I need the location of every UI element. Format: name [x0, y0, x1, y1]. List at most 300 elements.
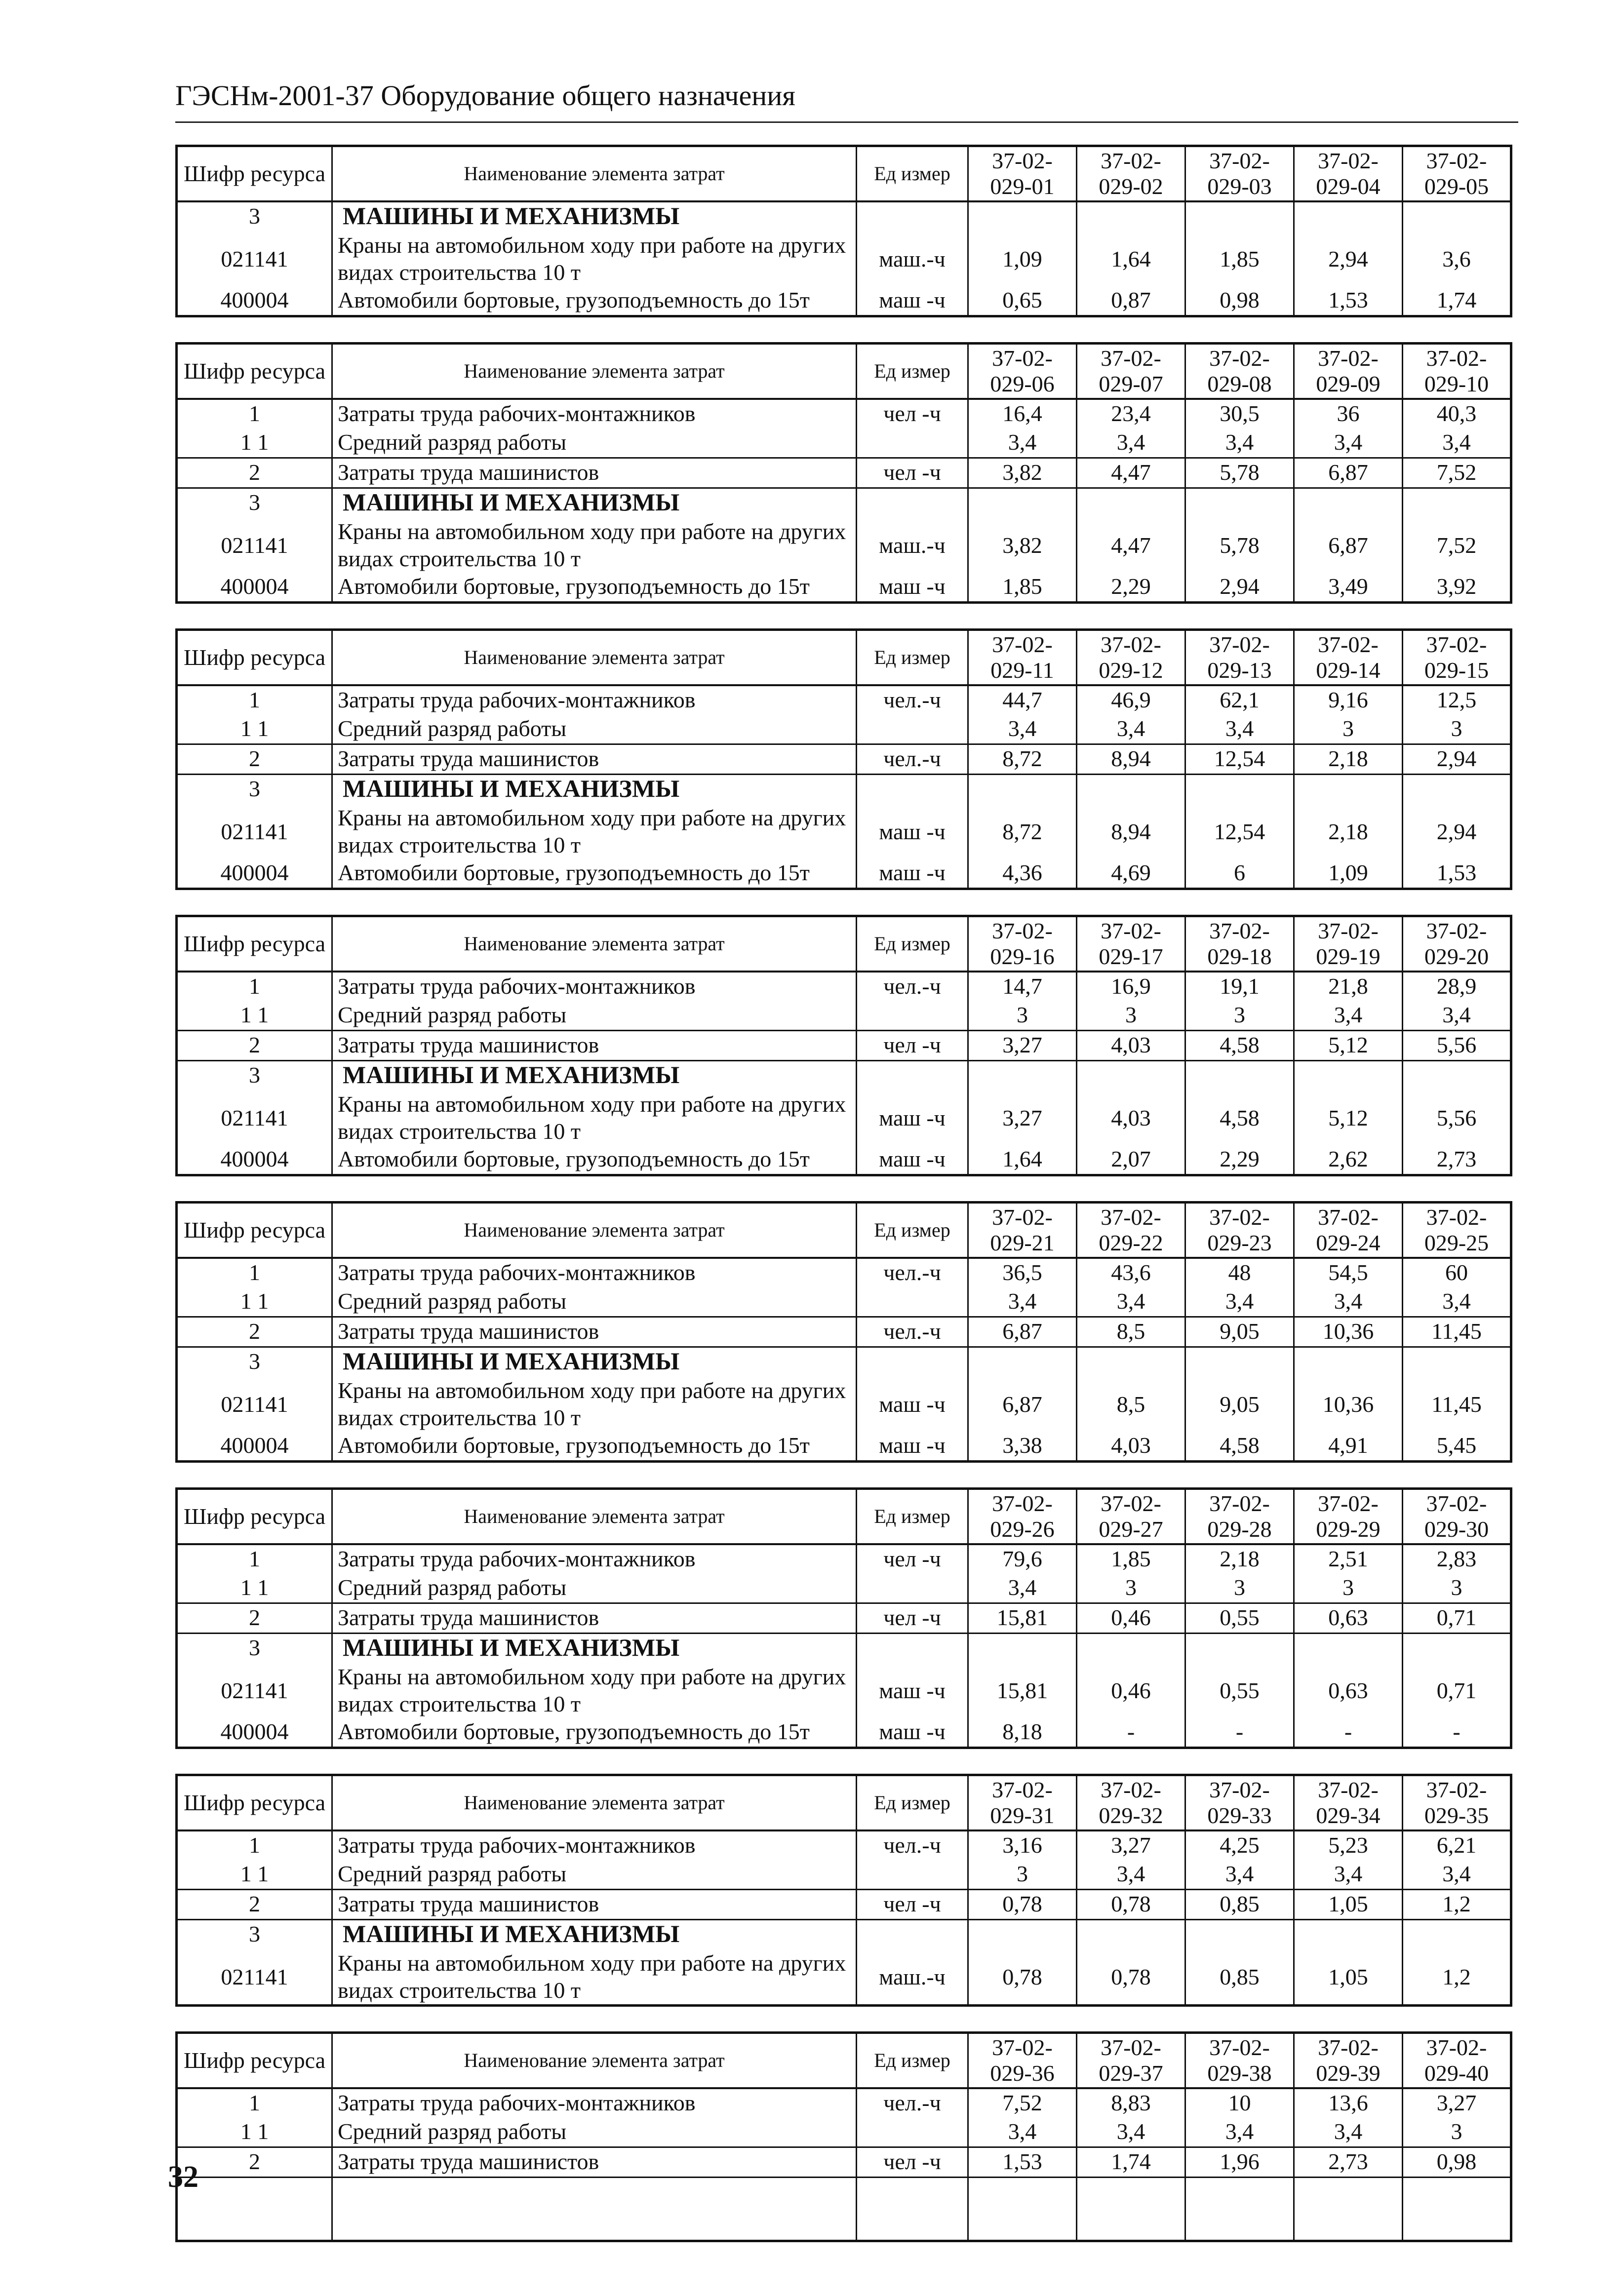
table-row — [177, 2147, 1511, 2178]
norm-value: 1,09 — [968, 231, 1077, 286]
norm-value — [1185, 1347, 1294, 1377]
table-row — [177, 517, 1511, 573]
header-norm-code: 37-02- 029-13 — [1185, 630, 1294, 686]
resource-code: 1 1 — [177, 1860, 332, 1890]
norm-value: 3 — [1294, 1574, 1403, 1603]
empty-cell — [968, 2178, 1077, 2241]
norm-value: 3,4 — [1077, 2118, 1185, 2147]
header-norm-code: 37-02- 029-22 — [1077, 1203, 1185, 1258]
resource-code: 2 — [177, 744, 332, 775]
table-row — [177, 1949, 1511, 2006]
norm-value: 4,25 — [1185, 1830, 1294, 1860]
table-header-row — [177, 2033, 1511, 2089]
norm-value: 3,4 — [1403, 428, 1511, 458]
norm-value: 3,4 — [1077, 1860, 1185, 1890]
norm-value: 4,47 — [1077, 517, 1185, 573]
table-row — [177, 1317, 1511, 1347]
unit-of-measure — [857, 1347, 968, 1377]
resource-code: 2 — [177, 458, 332, 488]
cost-element-name: МАШИНЫ И МЕХАНИЗМЫ — [332, 1920, 857, 1949]
norm-value: 16,4 — [968, 399, 1077, 428]
norm-value: 3,4 — [968, 715, 1077, 744]
header-norm-code: 37-02- 029-39 — [1294, 2033, 1403, 2089]
norm-value: 6,21 — [1403, 1830, 1511, 1860]
resource-code: 021141 — [177, 1949, 332, 2006]
norm-value: 3 — [1403, 1574, 1511, 1603]
table-row — [177, 804, 1511, 859]
table-row — [177, 2088, 1511, 2118]
unit-of-measure — [857, 775, 968, 804]
norm-value — [1185, 775, 1294, 804]
norm-value: 6,87 — [968, 1376, 1077, 1432]
empty-row — [177, 2178, 1511, 2241]
table-header-row — [177, 630, 1511, 686]
norm-value: 3,4 — [968, 1574, 1077, 1603]
resource-code: 1 1 — [177, 428, 332, 458]
header-rule — [175, 121, 1518, 123]
norm-value: 0,71 — [1403, 1603, 1511, 1634]
unit-of-measure — [857, 1001, 968, 1031]
table-row — [177, 1347, 1511, 1377]
norm-value: 1,85 — [968, 573, 1077, 603]
norm-value: 3,4 — [1077, 428, 1185, 458]
norm-value: - — [1294, 1718, 1403, 1748]
table-row — [177, 1830, 1511, 1860]
empty-cell — [1294, 2178, 1403, 2241]
table-row — [177, 1376, 1511, 1432]
norm-value: 3,4 — [968, 2118, 1077, 2147]
norm-value — [1403, 1061, 1511, 1090]
norm-value: 1,85 — [1185, 231, 1294, 286]
norm-value — [1185, 1920, 1294, 1949]
cost-element-name: Затраты труда рабочих-монтажников — [332, 2088, 857, 2118]
norm-value: 0,71 — [1403, 1663, 1511, 1718]
norm-value — [1077, 1920, 1185, 1949]
norm-value: 2,07 — [1077, 1145, 1185, 1175]
resource-code: 2 — [177, 1603, 332, 1634]
unit-of-measure: чел -ч — [857, 1603, 968, 1634]
norm-value — [968, 1920, 1077, 1949]
unit-of-measure — [857, 488, 968, 518]
norm-value: 15,81 — [968, 1663, 1077, 1718]
resource-code: 400004 — [177, 859, 332, 889]
norm-value: 1,64 — [968, 1145, 1077, 1175]
table-row — [177, 1603, 1511, 1634]
cost-element-name: Средний разряд работы — [332, 715, 857, 744]
header-norm-code: 37-02- 029-06 — [968, 344, 1077, 399]
norm-value: 3,4 — [1294, 1287, 1403, 1317]
header-norm-code: 37-02- 029-09 — [1294, 344, 1403, 399]
header-norm-code: 37-02- 029-08 — [1185, 344, 1294, 399]
cost-element-name: Краны на автомобильном ходу при работе на других видах строительства 10 т — [332, 1949, 857, 2006]
cost-element-name: Затраты труда машинистов — [332, 1603, 857, 1634]
cost-element-name: Автомобили бортовые, грузоподъемность до 15т — [332, 573, 857, 603]
unit-of-measure: маш -ч — [857, 573, 968, 603]
cost-element-name: Затраты труда рабочих-монтажников — [332, 972, 857, 1001]
resource-code: 400004 — [177, 1718, 332, 1748]
norm-value: 5,78 — [1185, 458, 1294, 488]
norm-value: 5,45 — [1403, 1432, 1511, 1462]
norm-value — [1294, 775, 1403, 804]
norm-value: 11,45 — [1403, 1317, 1511, 1347]
table-row — [177, 1574, 1511, 1603]
norm-value: 1,2 — [1403, 1890, 1511, 1920]
resource-code: 1 1 — [177, 1574, 332, 1603]
norm-value: 3,4 — [1185, 1860, 1294, 1890]
cost-element-name: Краны на автомобильном ходу при работе на других видах строительства 10 т — [332, 1663, 857, 1718]
norm-value: 2,73 — [1403, 1145, 1511, 1175]
norm-value: 1,53 — [1294, 286, 1403, 316]
cost-element-name: Затраты труда машинистов — [332, 1890, 857, 1920]
norm-value: 8,5 — [1077, 1317, 1185, 1347]
norm-value: - — [1403, 1718, 1511, 1748]
header-norm-code: 37-02- 029-38 — [1185, 2033, 1294, 2089]
norm-value — [1403, 1347, 1511, 1377]
header-norm-code: 37-02- 029-07 — [1077, 344, 1185, 399]
norm-value: 3,4 — [1077, 1287, 1185, 1317]
norm-value: 3,4 — [1185, 715, 1294, 744]
header-unit: Ед измер — [857, 344, 968, 399]
norm-value: 3,16 — [968, 1830, 1077, 1860]
cost-element-name: Автомобили бортовые, грузоподъемность до 15т — [332, 286, 857, 316]
header-code: Шифр ресурса — [177, 916, 332, 972]
norm-value: 2,18 — [1294, 744, 1403, 775]
header-norm-code: 37-02- 029-16 — [968, 916, 1077, 972]
resource-code: 2 — [177, 2147, 332, 2178]
norm-value — [968, 201, 1077, 231]
norm-value: 5,78 — [1185, 517, 1294, 573]
norm-value: 3 — [1403, 2118, 1511, 2147]
norm-value: 1,85 — [1077, 1544, 1185, 1574]
table-row — [177, 201, 1511, 231]
norm-value: 4,58 — [1185, 1432, 1294, 1462]
cost-element-name: МАШИНЫ И МЕХАНИЗМЫ — [332, 1347, 857, 1377]
norm-table — [175, 628, 1512, 890]
norm-value: 4,03 — [1077, 1031, 1185, 1061]
header-code: Шифр ресурса — [177, 1775, 332, 1831]
norm-value: 0,78 — [1077, 1890, 1185, 1920]
header-unit: Ед измер — [857, 916, 968, 972]
cost-element-name: МАШИНЫ И МЕХАНИЗМЫ — [332, 775, 857, 804]
norm-value: 11,45 — [1403, 1376, 1511, 1432]
norm-value: 3,4 — [1403, 1287, 1511, 1317]
cost-element-name: МАШИНЫ И МЕХАНИЗМЫ — [332, 1634, 857, 1663]
table-row — [177, 286, 1511, 316]
header-unit: Ед измер — [857, 2033, 968, 2089]
norm-value — [1294, 1920, 1403, 1949]
norm-value: 21,8 — [1294, 972, 1403, 1001]
table-row — [177, 775, 1511, 804]
cost-element-name: Краны на автомобильном ходу при работе на других видах строительства 10 т — [332, 1376, 857, 1432]
cost-element-name: Затраты труда машинистов — [332, 744, 857, 775]
norm-value: 1,74 — [1077, 2147, 1185, 2178]
cost-element-name: МАШИНЫ И МЕХАНИЗМЫ — [332, 488, 857, 518]
table-row — [177, 685, 1511, 715]
resource-code: 1 — [177, 1544, 332, 1574]
norm-value: 4,91 — [1294, 1432, 1403, 1462]
table-row — [177, 1718, 1511, 1748]
norm-value: 5,12 — [1294, 1090, 1403, 1145]
page-number: 32 — [168, 2160, 198, 2194]
cost-element-name: Средний разряд работы — [332, 428, 857, 458]
header-unit: Ед измер — [857, 630, 968, 686]
norm-value — [968, 1061, 1077, 1090]
norm-value: 5,12 — [1294, 1031, 1403, 1061]
header-code: Шифр ресурса — [177, 146, 332, 202]
header-name: Наименование элемента затрат — [332, 2033, 857, 2089]
resource-code: 3 — [177, 1920, 332, 1949]
norm-table — [175, 1201, 1512, 1463]
unit-of-measure: чел.-ч — [857, 685, 968, 715]
unit-of-measure: маш -ч — [857, 1090, 968, 1145]
unit-of-measure: маш -ч — [857, 1376, 968, 1432]
norm-value: 10,36 — [1294, 1317, 1403, 1347]
norm-value: 9,05 — [1185, 1376, 1294, 1432]
norm-value: 0,85 — [1185, 1890, 1294, 1920]
header-norm-code: 37-02- 029-20 — [1403, 916, 1511, 972]
unit-of-measure: маш.-ч — [857, 231, 968, 286]
norm-value: 3,82 — [968, 517, 1077, 573]
norm-value: 2,94 — [1403, 804, 1511, 859]
norm-value: 16,9 — [1077, 972, 1185, 1001]
norm-value: 0,98 — [1403, 2147, 1511, 2178]
table-row — [177, 1258, 1511, 1287]
norm-value: 3,27 — [968, 1031, 1077, 1061]
empty-cell — [332, 2178, 857, 2241]
header-norm-code: 37-02- 029-21 — [968, 1203, 1077, 1258]
norm-value — [1403, 775, 1511, 804]
header-norm-code: 37-02- 029-35 — [1403, 1775, 1511, 1831]
empty-cell — [1403, 2178, 1511, 2241]
header-norm-code: 37-02- 029-12 — [1077, 630, 1185, 686]
unit-of-measure — [857, 715, 968, 744]
cost-element-name: МАШИНЫ И МЕХАНИЗМЫ — [332, 1061, 857, 1090]
header-code: Шифр ресурса — [177, 630, 332, 686]
cost-element-name: Средний разряд работы — [332, 1860, 857, 1890]
norm-value: 8,72 — [968, 804, 1077, 859]
table-gap — [175, 604, 1510, 628]
cost-element-name: Краны на автомобильном ходу при работе на других видах строительства 10 т — [332, 1090, 857, 1145]
norm-table — [175, 1487, 1512, 1749]
norm-value: 0,78 — [1077, 1949, 1185, 2006]
header-norm-code: 37-02- 029-25 — [1403, 1203, 1511, 1258]
table-header-row — [177, 1203, 1511, 1258]
norm-value: 5,23 — [1294, 1830, 1403, 1860]
norm-value — [968, 775, 1077, 804]
norm-value: 8,72 — [968, 744, 1077, 775]
cost-element-name: Краны на автомобильном ходу при работе на других видах строительства 10 т — [332, 231, 857, 286]
table-header-row — [177, 344, 1511, 399]
norm-value: 3,82 — [968, 458, 1077, 488]
header-norm-code: 37-02- 029-03 — [1185, 146, 1294, 202]
resource-code: 3 — [177, 1347, 332, 1377]
norm-value — [1077, 775, 1185, 804]
norm-value: 6,87 — [1294, 458, 1403, 488]
unit-of-measure: чел.-ч — [857, 1317, 968, 1347]
norm-value: 3 — [1294, 715, 1403, 744]
norm-value: 0,55 — [1185, 1603, 1294, 1634]
resource-code: 1 — [177, 1830, 332, 1860]
norm-value: 2,73 — [1294, 2147, 1403, 2178]
header-norm-code: 37-02- 029-28 — [1185, 1489, 1294, 1545]
norm-value: 36 — [1294, 399, 1403, 428]
header-norm-code: 37-02- 029-32 — [1077, 1775, 1185, 1831]
norm-value — [1077, 201, 1185, 231]
table-gap — [175, 1463, 1510, 1487]
norm-value — [968, 1347, 1077, 1377]
resource-code: 400004 — [177, 286, 332, 316]
table-row — [177, 1860, 1511, 1890]
norm-value: 9,16 — [1294, 685, 1403, 715]
norm-value — [1077, 1347, 1185, 1377]
norm-value: 1,05 — [1294, 1890, 1403, 1920]
norm-value: 0,78 — [968, 1890, 1077, 1920]
unit-of-measure — [857, 201, 968, 231]
norm-value: 7,52 — [968, 2088, 1077, 2118]
norm-value — [1294, 488, 1403, 518]
norm-value — [1294, 1061, 1403, 1090]
table-row — [177, 573, 1511, 603]
header-norm-code: 37-02- 029-24 — [1294, 1203, 1403, 1258]
header-name: Наименование элемента затрат — [332, 1775, 857, 1831]
norm-value: 2,94 — [1403, 744, 1511, 775]
norm-value: 4,47 — [1077, 458, 1185, 488]
table-row — [177, 231, 1511, 286]
norm-value: 3 — [968, 1001, 1077, 1031]
header-norm-code: 37-02- 029-11 — [968, 630, 1077, 686]
resource-code: 400004 — [177, 1145, 332, 1175]
header-norm-code: 37-02- 029-15 — [1403, 630, 1511, 686]
resource-code: 400004 — [177, 573, 332, 603]
empty-cell — [1077, 2178, 1185, 2241]
cost-element-name: Средний разряд работы — [332, 1001, 857, 1031]
norm-value: 2,94 — [1185, 573, 1294, 603]
norm-value: 2,83 — [1403, 1544, 1511, 1574]
norm-value: 2,18 — [1185, 1544, 1294, 1574]
norm-value: 8,94 — [1077, 804, 1185, 859]
header-norm-code: 37-02- 029-29 — [1294, 1489, 1403, 1545]
norm-value: 3,4 — [1294, 2118, 1403, 2147]
norm-value — [1294, 1634, 1403, 1663]
table-row — [177, 1544, 1511, 1574]
table-row — [177, 1890, 1511, 1920]
header-name: Наименование элемента затрат — [332, 344, 857, 399]
header-norm-code: 37-02- 029-05 — [1403, 146, 1511, 202]
table-row — [177, 972, 1511, 1001]
unit-of-measure — [857, 1287, 968, 1317]
cost-element-name: Затраты труда рабочих-монтажников — [332, 685, 857, 715]
norm-value — [1185, 488, 1294, 518]
norm-value: 5,56 — [1403, 1031, 1511, 1061]
header-norm-code: 37-02- 029-31 — [968, 1775, 1077, 1831]
table-row — [177, 1920, 1511, 1949]
unit-of-measure: чел.-ч — [857, 744, 968, 775]
norm-value: 3,4 — [1185, 1287, 1294, 1317]
resource-code: 1 — [177, 399, 332, 428]
header-norm-code: 37-02- 029-36 — [968, 2033, 1077, 2089]
cost-element-name: Автомобили бортовые, грузоподъемность до 15т — [332, 1718, 857, 1748]
norm-value: 1,09 — [1294, 859, 1403, 889]
table-gap — [175, 1749, 1510, 1774]
header-norm-code: 37-02- 029-14 — [1294, 630, 1403, 686]
norm-value: 0,87 — [1077, 286, 1185, 316]
unit-of-measure: чел.-ч — [857, 1830, 968, 1860]
norm-value: 3,4 — [1294, 1860, 1403, 1890]
norm-value: 6 — [1185, 859, 1294, 889]
resource-code: 021141 — [177, 1090, 332, 1145]
norm-value: 3,27 — [1403, 2088, 1511, 2118]
unit-of-measure — [857, 1574, 968, 1603]
unit-of-measure: чел -ч — [857, 1544, 968, 1574]
table-gap — [175, 890, 1510, 915]
empty-cell — [857, 2178, 968, 2241]
header-norm-code: 37-02- 029-10 — [1403, 344, 1511, 399]
cost-element-name: Затраты труда рабочих-монтажников — [332, 1830, 857, 1860]
unit-of-measure: чел -ч — [857, 1031, 968, 1061]
table-row — [177, 1145, 1511, 1175]
resource-code: 021141 — [177, 231, 332, 286]
norm-value: - — [1077, 1718, 1185, 1748]
norm-value: 62,1 — [1185, 685, 1294, 715]
table-row — [177, 1031, 1511, 1061]
resource-code: 1 — [177, 972, 332, 1001]
unit-of-measure: чел -ч — [857, 399, 968, 428]
norm-table — [175, 145, 1512, 317]
norm-value: 4,69 — [1077, 859, 1185, 889]
cost-element-name: Автомобили бортовые, грузоподъемность до 15т — [332, 859, 857, 889]
unit-of-measure: маш -ч — [857, 1663, 968, 1718]
norm-value: 44,7 — [968, 685, 1077, 715]
header-norm-code: 37-02- 029-34 — [1294, 1775, 1403, 1831]
unit-of-measure — [857, 1920, 968, 1949]
unit-of-measure: маш -ч — [857, 859, 968, 889]
norm-value: 12,54 — [1185, 744, 1294, 775]
norm-value — [1185, 201, 1294, 231]
norm-value: 8,18 — [968, 1718, 1077, 1748]
table-header-row — [177, 916, 1511, 972]
norm-value: 3,27 — [968, 1090, 1077, 1145]
header-norm-code: 37-02- 029-33 — [1185, 1775, 1294, 1831]
table-gap — [175, 2007, 1510, 2031]
unit-of-measure — [857, 2118, 968, 2147]
norm-value: 1,74 — [1403, 286, 1511, 316]
header-norm-code: 37-02- 029-04 — [1294, 146, 1403, 202]
norm-value: 0,63 — [1294, 1603, 1403, 1634]
empty-cell — [177, 2178, 332, 2241]
norm-value: 4,03 — [1077, 1432, 1185, 1462]
resource-code: 1 1 — [177, 2118, 332, 2147]
header-norm-code: 37-02- 029-40 — [1403, 2033, 1511, 2089]
unit-of-measure: маш -ч — [857, 804, 968, 859]
norm-value — [1294, 201, 1403, 231]
empty-cell — [1185, 2178, 1294, 2241]
header-norm-code: 37-02- 029-37 — [1077, 2033, 1185, 2089]
norm-value: 9,05 — [1185, 1317, 1294, 1347]
resource-code: 3 — [177, 1061, 332, 1090]
table-row — [177, 488, 1511, 518]
norm-value: 4,36 — [968, 859, 1077, 889]
norm-value: 3,4 — [1185, 2118, 1294, 2147]
page-header: ГЭСНм-2001-37 Оборудование общего назначения — [175, 79, 795, 112]
norm-value: 3,6 — [1403, 231, 1511, 286]
norm-value: 4,58 — [1185, 1090, 1294, 1145]
norm-value: 3 — [1077, 1001, 1185, 1031]
norm-value: 23,4 — [1077, 399, 1185, 428]
unit-of-measure: чел.-ч — [857, 2088, 968, 2118]
norm-value: 2,62 — [1294, 1145, 1403, 1175]
norm-value: 1,53 — [968, 2147, 1077, 2178]
cost-element-name: Автомобили бортовые, грузоподъемность до 15т — [332, 1432, 857, 1462]
